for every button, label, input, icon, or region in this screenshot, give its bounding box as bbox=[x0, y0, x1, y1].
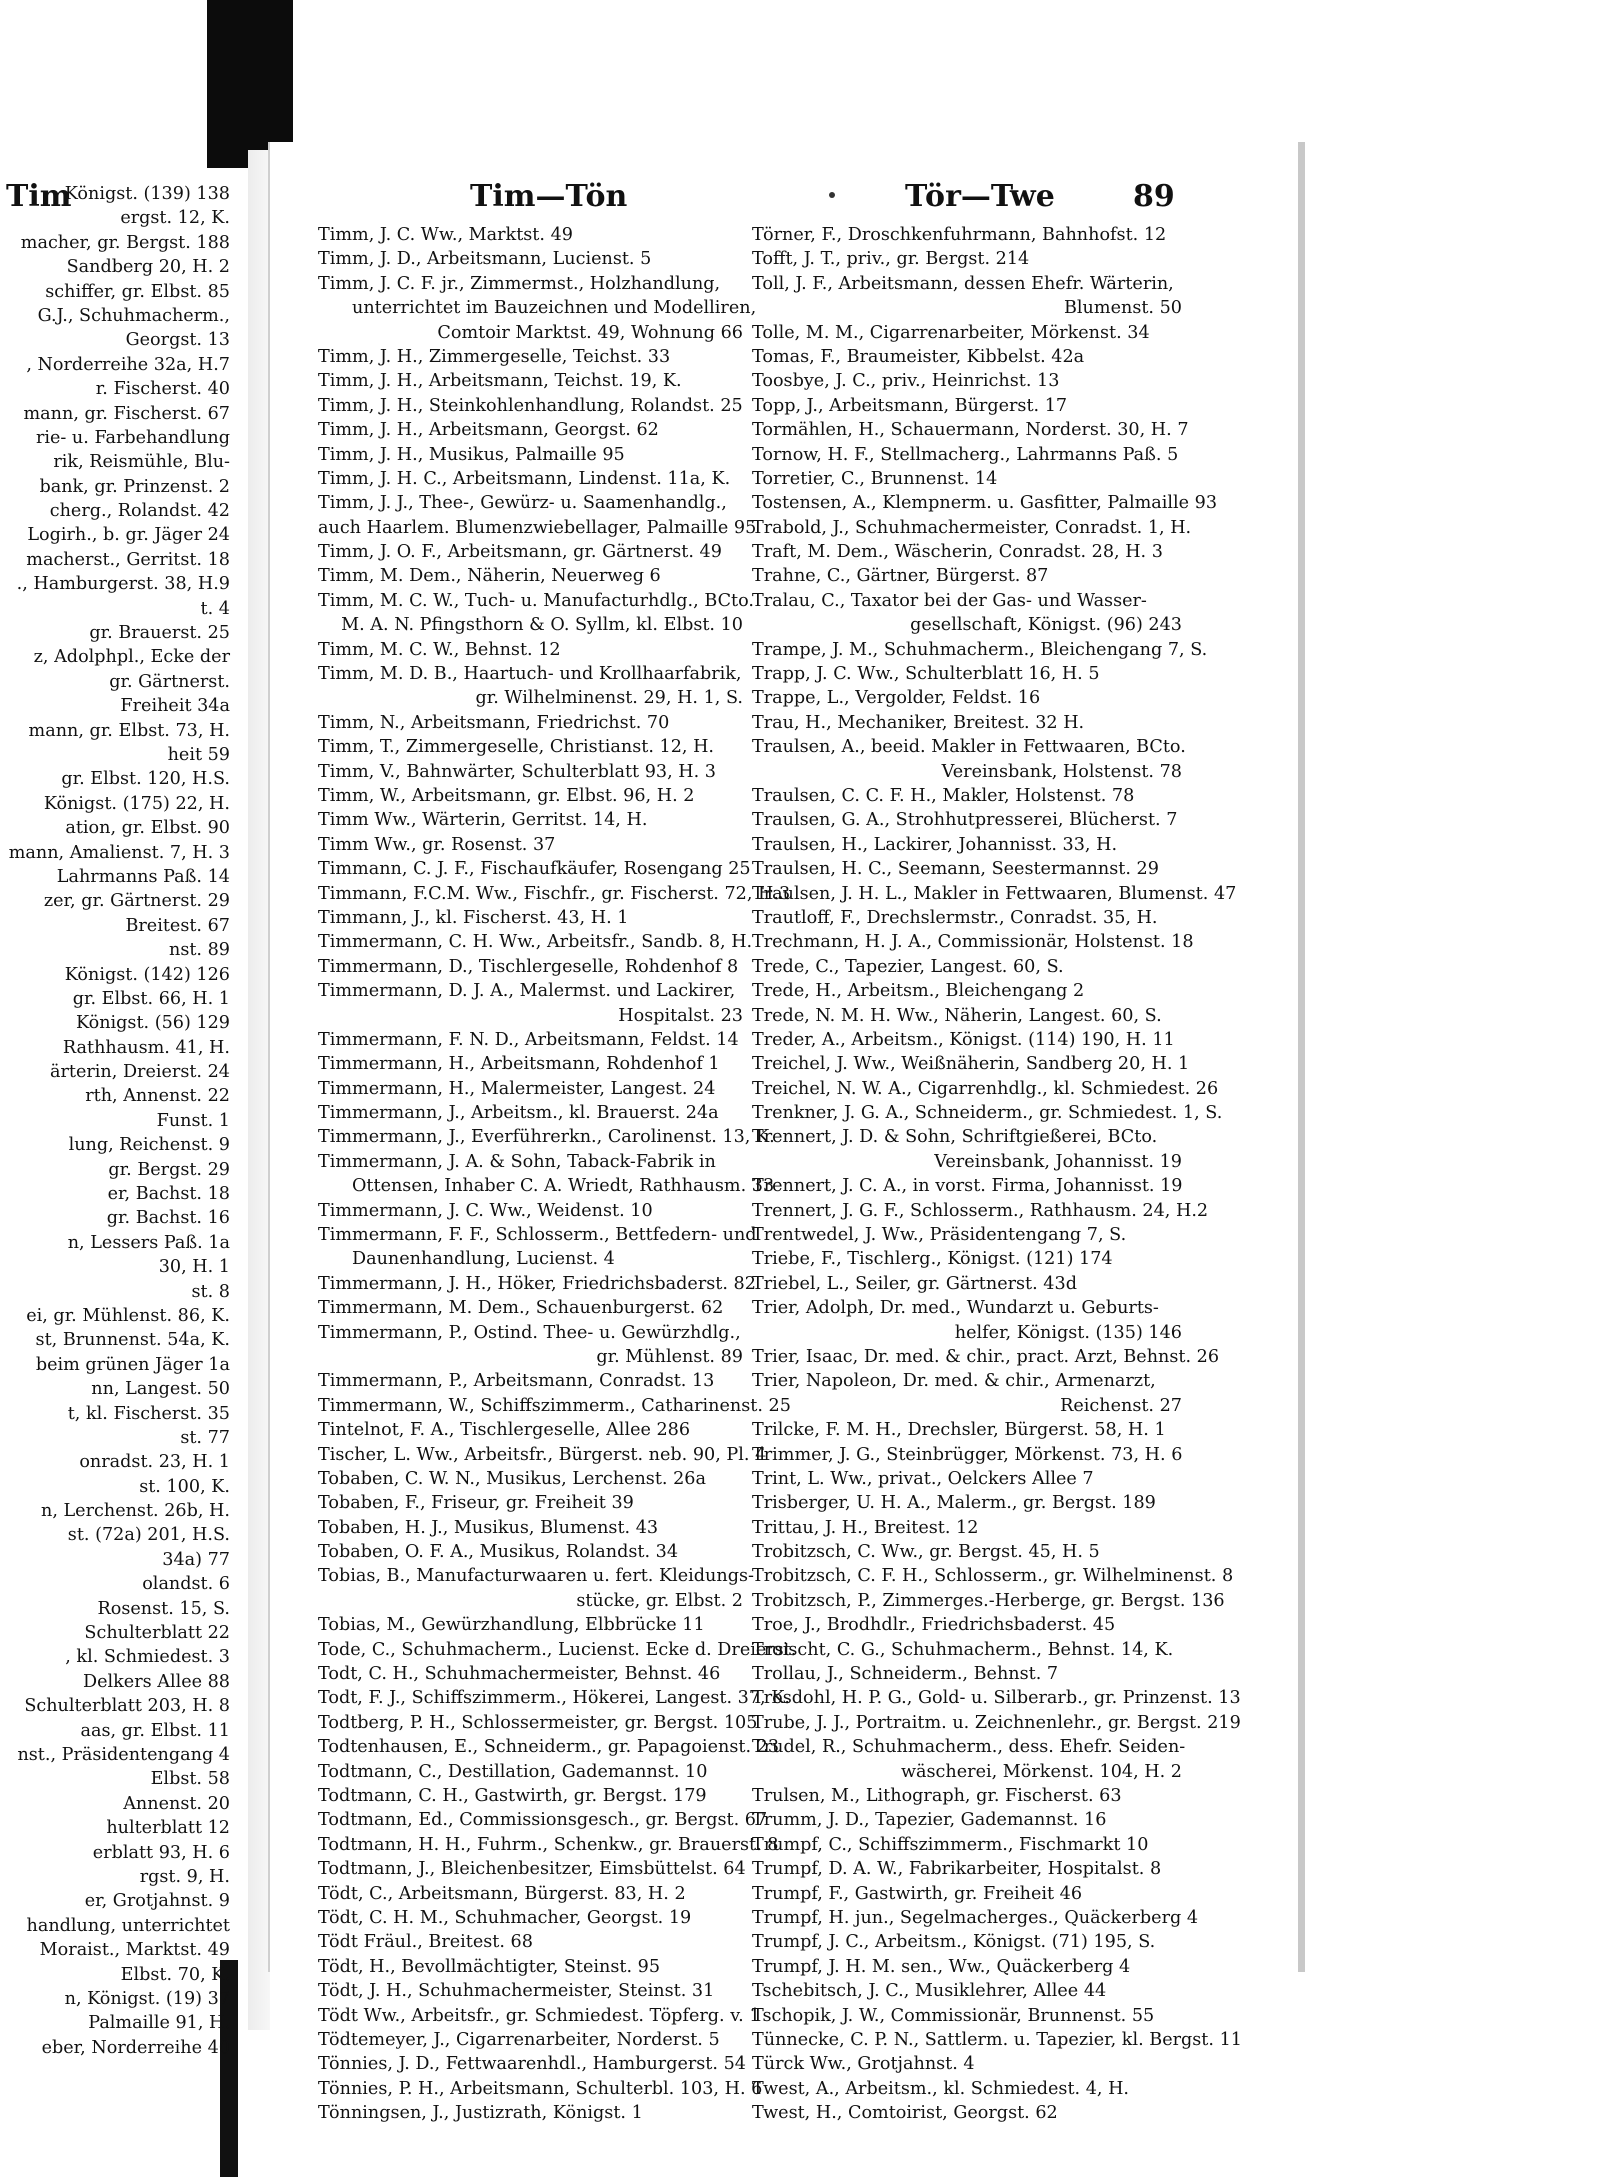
fragment-line: gr. Elbst. 120, H.S. bbox=[61, 769, 230, 790]
directory-entry: Trennert, J. G. F., Schlosserm., Rathhausm. 24, H.2 bbox=[752, 1200, 1209, 1221]
directory-entry: Tschopik, J. W., Commissionär, Brunnenst. 55 bbox=[752, 2005, 1155, 2026]
directory-entry: Törner, F., Droschkenfuhrmann, Bahnhofst. 12 bbox=[752, 225, 1167, 245]
directory-entry: Timmermann, D. J. A., Malermst. und Lackirer, bbox=[318, 981, 736, 1002]
directory-entry: Timm, V., Bahnwärter, Schulterblatt 93, H. 3 bbox=[318, 761, 716, 782]
directory-entry: Trier, Napoleon, Dr. med. & chir., Armenarzt, bbox=[752, 1371, 1156, 1392]
directory-entry: Timm, M. D. B., Haartuch- und Krollhaarfabrik, bbox=[318, 664, 742, 685]
page-gutter bbox=[248, 150, 270, 2030]
fragment-line: heit 59 bbox=[167, 744, 230, 765]
directory-entry: Triebe, F., Tischlerg., Königst. (121) 174 bbox=[752, 1249, 1113, 1270]
directory-entry: Toosbye, J. C., priv., Heinrichst. 13 bbox=[752, 371, 1060, 392]
fragment-line: rgst. 9, H. bbox=[139, 1866, 230, 1887]
directory-entry: Traulsen, H., Lackirer, Johannisst. 33, H. bbox=[752, 834, 1118, 855]
fragment-line: macherst., Gerritst. 18 bbox=[26, 549, 230, 570]
directory-column-2 bbox=[752, 223, 1242, 2125]
page-number: 89 bbox=[1133, 179, 1175, 214]
directory-entry: Timm, J. C. Ww., Marktst. 49 bbox=[318, 225, 573, 245]
directory-entry: Tönnies, P. H., Arbeitsmann, Schulterbl. 103, H. 6 bbox=[318, 2078, 763, 2099]
directory-entry: Trisberger, U. H. A., Malerm., gr. Bergst. 189 bbox=[752, 1493, 1156, 1514]
directory-entry: Ottensen, Inhaber C. A. Wriedt, Rathhausm. 33 bbox=[352, 1176, 775, 1197]
directory-entry: Treder, A., Arbeitsm., Königst. (114) 190, H. 11 bbox=[752, 1029, 1175, 1050]
directory-entry: Trenkner, J. G. A., Schneiderm., gr. Schmiedest. 1, S. bbox=[752, 1103, 1223, 1124]
fragment-line: Funst. 1 bbox=[156, 1110, 230, 1131]
directory-entry: Tobaben, O. F. A., Musikus, Rolandst. 34 bbox=[318, 1542, 679, 1563]
fragment-line: Palmaille 91, H. bbox=[88, 2013, 230, 2034]
directory-entry: Timm, J. H., Musikus, Palmaille 95 bbox=[318, 444, 625, 465]
directory-entry: Tünnecke, C. P. N., Sattlerm. u. Tapezier, kl. Bergst. 11 bbox=[752, 2029, 1242, 2050]
directory-entry: Türck Ww., Grotjahnst. 4 bbox=[752, 2054, 975, 2075]
fragment-line: gr. Bachst. 16 bbox=[106, 1208, 230, 1229]
directory-entry: Trimmer, J. G., Steinbrügger, Mörkenst. 73, H. 6 bbox=[752, 1444, 1183, 1465]
directory-entry: Trint, L. Ww., privat., Oelckers Allee 7 bbox=[752, 1468, 1094, 1489]
directory-entry: Timm, J. O. F., Arbeitsmann, gr. Gärtnerst. 49 bbox=[318, 542, 722, 563]
directory-entry: Tobaben, C. W. N., Musikus, Lerchenst. 26a bbox=[318, 1468, 706, 1489]
directory-entry: Timmermann, F. F., Schlosserm., Bettfedern- und bbox=[318, 1225, 757, 1246]
directory-entry: Troischt, C. G., Schuhmacherm., Behnst. 14, K. bbox=[752, 1639, 1174, 1660]
directory-entry: Blumenst. 50 bbox=[1064, 298, 1182, 319]
fragment-line: rik, Reismühle, Blu- bbox=[53, 452, 230, 473]
fragment-line: , kl. Schmiedest. 3 bbox=[65, 1647, 230, 1668]
directory-entry: Trapp, J. C. Ww., Schulterblatt 16, H. 5 bbox=[752, 664, 1100, 685]
directory-entry: Tödtemeyer, J., Cigarrenarbeiter, Norderst. 5 bbox=[318, 2029, 720, 2050]
directory-entry: Vereinsbank, Johannisst. 19 bbox=[934, 1151, 1182, 1172]
fragment-line: handlung, unterrichtet bbox=[26, 1915, 230, 1936]
fragment-line: st, Brunnenst. 54a, K. bbox=[35, 1330, 230, 1351]
directory-entry: Timm Ww., gr. Rosenst. 37 bbox=[318, 834, 556, 855]
directory-entry: Trobitzsch, P., Zimmerges.-Herberge, gr. Bergst. 136 bbox=[752, 1590, 1225, 1611]
fragment-line: n, Lerchenst. 26b, H. bbox=[40, 1501, 230, 1522]
directory-entry: Timmermann, P., Ostind. Thee- u. Gewürzhdlg., bbox=[318, 1322, 741, 1343]
directory-entry: Traulsen, H. C., Seemann, Seestermannst. 29 bbox=[752, 859, 1159, 880]
directory-entry: Trumpf, F., Gastwirth, gr. Freiheit 46 bbox=[752, 1883, 1083, 1904]
directory-entry: Trilcke, F. M. H., Drechsler, Bürgerst. 58, H. 1 bbox=[752, 1420, 1166, 1441]
directory-entry: Tomas, F., Braumeister, Kibbelst. 42a bbox=[752, 346, 1085, 367]
fragment-line: gr. Gärtnerst. bbox=[109, 671, 230, 692]
fragment-line: Annenst. 20 bbox=[123, 1793, 230, 1814]
fragment-line: Elbst. 70, K. bbox=[120, 1964, 230, 1985]
directory-entry: Timm, J. H., Arbeitsmann, Georgst. 62 bbox=[318, 420, 659, 441]
directory-entry: Torretier, C., Brunnenst. 14 bbox=[752, 468, 998, 489]
fragment-line: nst. 89 bbox=[168, 940, 230, 961]
fragment-line: nst., Präsidentengang 4 bbox=[17, 1745, 230, 1765]
fragment-line: t, kl. Fischerst. 35 bbox=[67, 1403, 230, 1424]
directory-entry: Timmermann, C. H. Ww., Arbeitsfr., Sandb. 8, H. bbox=[318, 932, 753, 953]
fragment-line: G.J., Schuhmacherm., bbox=[37, 305, 230, 326]
directory-entry: Traulsen, A., beeid. Makler in Fettwaaren, BCto. bbox=[752, 737, 1186, 758]
left-page-fragment bbox=[0, 182, 230, 2060]
directory-entry: Troe, J., Brodhdlr., Friedrichsbaderst. 45 bbox=[752, 1615, 1116, 1636]
directory-entry: Tralau, C., Taxator bei der Gas- und Wasser- bbox=[752, 590, 1147, 611]
directory-entry: Trier, Isaac, Dr. med. & chir., pract. Arzt, Behnst. 26 bbox=[752, 1346, 1220, 1367]
directory-entry: Tödt, H., Bevollmächtigter, Steinst. 95 bbox=[318, 1956, 661, 1977]
fragment-line: Delkers Allee 88 bbox=[82, 1671, 230, 1692]
fragment-line: ., Hamburgerst. 38, H.9 bbox=[16, 574, 230, 595]
directory-entry: Tödt Fräul., Breitest. 68 bbox=[318, 1932, 533, 1953]
fragment-line: lung, Reichenst. 9 bbox=[68, 1135, 230, 1156]
fragment-line: hulterblatt 12 bbox=[106, 1818, 230, 1839]
fragment-line: mann, gr. Elbst. 73, H. bbox=[28, 720, 230, 741]
directory-entry: auch Haarlem. Blumenzwiebellager, Palmaille 95 bbox=[318, 517, 757, 538]
fragment-line: r. Fischerst. 40 bbox=[95, 379, 230, 400]
directory-entry: Todtmann, C. H., Gastwirth, gr. Bergst. 179 bbox=[318, 1786, 707, 1806]
fragment-line: Georgst. 13 bbox=[125, 330, 230, 351]
directory-entry: Timm, M. Dem., Näherin, Neuerweg 6 bbox=[318, 566, 661, 587]
directory-entry: Timm, M. C. W., Behnst. 12 bbox=[318, 639, 561, 660]
directory-entry: Timmann, J., kl. Fischerst. 43, H. 1 bbox=[318, 907, 629, 928]
fragment-line: gr. Elbst. 66, H. 1 bbox=[72, 988, 230, 1009]
directory-entry: Tobaben, H. J., Musikus, Blumenst. 43 bbox=[318, 1517, 659, 1538]
directory-entry: Timm, W., Arbeitsmann, gr. Elbst. 96, H. 2 bbox=[318, 785, 695, 806]
directory-entry: Trobitzsch, C. F. H., Schlosserm., gr. Wilhelminenst. 8 bbox=[752, 1566, 1234, 1587]
fragment-line: Schulterblatt 22 bbox=[84, 1623, 230, 1644]
directory-entry: Timmermann, F. N. D., Arbeitsmann, Feldst. 14 bbox=[318, 1029, 739, 1050]
directory-entry: Todtmann, J., Bleichenbesitzer, Eimsbüttelst. 64 bbox=[318, 1859, 746, 1880]
directory-entry: Trumpf, H. jun., Segelmacherges., Quäckerberg 4 bbox=[752, 1907, 1199, 1928]
directory-entry: M. A. N. Pfingsthorn & O. Syllm, kl. Elbst. 10 bbox=[341, 615, 743, 636]
directory-entry: Trede, H., Arbeitsm., Bleichengang 2 bbox=[752, 981, 1085, 1002]
fragment-line: er, Grotjahnst. 9 bbox=[84, 1891, 230, 1912]
directory-entry: Timmann, F.C.M. Ww., Fischfr., gr. Fischerst. 72, H.3 bbox=[318, 883, 791, 904]
directory-entry: Trosdohl, H. P. G., Gold- u. Silberarb., gr. Prinzenst. 13 bbox=[752, 1688, 1241, 1709]
directory-entry: Todtmann, C., Destillation, Gademannst. 10 bbox=[318, 1761, 708, 1782]
directory-entry: Trennert, J. C. A., in vorst. Firma, Johannisst. 19 bbox=[752, 1176, 1183, 1197]
directory-entry: Toll, J. F., Arbeitsmann, dessen Ehefr. Wärterin, bbox=[752, 273, 1174, 294]
fragment-line: st. 100, K. bbox=[139, 1476, 230, 1497]
directory-entry: Tönnies, J. D., Fettwaarenhdl., Hamburgerst. 54 bbox=[318, 2054, 746, 2075]
directory-entry: stücke, gr. Elbst. 2 bbox=[576, 1590, 743, 1611]
directory-entry: Tschebitsch, J. C., Musiklehrer, Allee 44 bbox=[752, 1981, 1107, 2002]
directory-entry: Trappe, L., Vergolder, Feldst. 16 bbox=[752, 688, 1041, 709]
fragment-line: Elbst. 58 bbox=[150, 1769, 230, 1790]
directory-entry: Trau, H., Mechaniker, Breitest. 32 H. bbox=[752, 712, 1085, 733]
directory-entry: Timm, T., Zimmergeselle, Christianst. 12, H. bbox=[318, 737, 715, 758]
directory-entry: Trechmann, H. J. A., Commissionär, Holstenst. 18 bbox=[752, 932, 1194, 953]
printer-dot bbox=[829, 192, 835, 198]
fragment-line: 30, H. 1 bbox=[158, 1257, 230, 1278]
directory-entry: Timm Ww., Wärterin, Gerritst. 14, H. bbox=[318, 810, 648, 831]
directory-entry: Timm, J. C. F. jr., Zimmermst., Holzhandlung, bbox=[318, 273, 721, 294]
fragment-line: mann, Amalienst. 7, H. 3 bbox=[8, 842, 230, 863]
fragment-line: Königst. (175) 22, H. bbox=[43, 793, 230, 814]
directory-entry: Tönningsen, J., Justizrath, Königst. 1 bbox=[318, 2103, 643, 2124]
fragment-line: Rathhausm. 41, H. bbox=[62, 1037, 230, 1058]
directory-entry: Trumpf, J. C., Arbeitsm., Königst. (71) 195, S. bbox=[752, 1932, 1156, 1953]
directory-entry: Timm, J. H. C., Arbeitsmann, Lindenst. 11a, K. bbox=[318, 468, 731, 489]
fragment-line: Logirh., b. gr. Jäger 24 bbox=[27, 525, 230, 546]
fragment-line: er, Bachst. 18 bbox=[107, 1184, 230, 1205]
directory-entry: Timm, J. D., Arbeitsmann, Lucienst. 5 bbox=[318, 249, 652, 270]
directory-entry: Timmermann, M. Dem., Schauenburgerst. 62 bbox=[318, 1298, 724, 1319]
directory-entry: Trudel, R., Schuhmacherm., dess. Ehefr. Seiden- bbox=[752, 1737, 1186, 1758]
directory-entry: Trabold, J., Schuhmachermeister, Conradst. 1, H. bbox=[752, 517, 1192, 538]
directory-entry: Timm, N., Arbeitsmann, Friedrichst. 70 bbox=[318, 712, 670, 733]
directory-entry: Twest, H., Comtoirist, Georgst. 62 bbox=[752, 2103, 1058, 2124]
directory-entry: Timmermann, H., Malermeister, Langest. 24 bbox=[318, 1078, 716, 1099]
directory-entry: Todt, F. J., Schiffszimmerm., Hökerei, Langest. 37, K. bbox=[318, 1688, 790, 1709]
fragment-line: rth, Annenst. 22 bbox=[85, 1086, 230, 1107]
page-header-right: Tör—Twe bbox=[905, 179, 1055, 214]
directory-entry: Tode, C., Schuhmacherm., Lucienst. Ecke d. Dreierst. bbox=[318, 1639, 797, 1660]
left-page-header-fragment: Tim bbox=[6, 179, 72, 214]
directory-entry: Vereinsbank, Holstenst. 78 bbox=[941, 761, 1182, 782]
directory-entry: gr. Wilhelminenst. 29, H. 1, S. bbox=[475, 688, 743, 709]
directory-entry: Trulsen, M., Lithograph, gr. Fischerst. 63 bbox=[752, 1786, 1122, 1806]
fragment-line: rie- u. Farbehandlung bbox=[35, 427, 230, 448]
directory-entry: Timm, J. H., Steinkohlenhandlung, Rolandst. 25 bbox=[318, 395, 743, 416]
directory-entry: Todtmann, Ed., Commissionsgesch., gr. Bergst. 67 bbox=[318, 1810, 768, 1831]
fragment-line: cherg., Rolandst. 42 bbox=[49, 501, 230, 522]
directory-entry: Reichenst. 27 bbox=[1060, 1395, 1182, 1416]
directory-entry: Tödt, J. H., Schuhmachermeister, Steinst. 31 bbox=[318, 1981, 715, 2002]
directory-entry: Trube, J. J., Portraitm. u. Zeichnenlehr., gr. Bergst. 219 bbox=[752, 1712, 1241, 1733]
fragment-line: Rosenst. 15, S. bbox=[97, 1598, 230, 1619]
fragment-line: schiffer, gr. Elbst. 85 bbox=[45, 281, 230, 302]
directory-entry: gesellschaft, Königst. (96) 243 bbox=[910, 615, 1182, 636]
directory-entry: Timmann, C. J. F., Fischaufkäufer, Rosengang 25 bbox=[318, 859, 751, 880]
directory-entry: Trede, C., Tapezier, Langest. 60, S. bbox=[752, 956, 1064, 977]
directory-entry: Trumm, J. D., Tapezier, Gademannst. 16 bbox=[752, 1810, 1107, 1831]
directory-entry: Treichel, J. Ww., Weißnäherin, Sandberg 20, H. 1 bbox=[752, 1054, 1190, 1075]
directory-entry: Trautloff, F., Drechslermstr., Conradst. 35, H. bbox=[752, 907, 1158, 928]
fragment-line: z, Adolphpl., Ecke der bbox=[33, 647, 230, 668]
fragment-line: n, Königst. (19) 37 bbox=[64, 1988, 230, 2009]
directory-entry: Daunenhandlung, Lucienst. 4 bbox=[352, 1249, 615, 1270]
directory-entry: Hospitalst. 23 bbox=[618, 1005, 743, 1026]
fragment-line: bank, gr. Prinzenst. 2 bbox=[39, 476, 230, 497]
fragment-line: gr. Bergst. 29 bbox=[108, 1159, 230, 1180]
directory-entry: Timmermann, J. C. Ww., Weidenst. 10 bbox=[318, 1200, 653, 1221]
directory-entry: Trentwedel, J. Ww., Präsidentengang 7, S. bbox=[752, 1225, 1127, 1246]
fragment-line: olandst. 6 bbox=[142, 1574, 230, 1595]
directory-entry: Tischer, L. Ww., Arbeitsfr., Bürgerst. neb. 90, Pl. 4 bbox=[318, 1444, 767, 1465]
fragment-line: 34a) 77 bbox=[162, 1549, 230, 1570]
directory-entry: Traulsen, J. H. L., Makler in Fettwaaren, Blumenst. 47 bbox=[752, 883, 1237, 904]
fragment-line: erblatt 93, H. 6 bbox=[92, 1842, 230, 1863]
directory-entry: Traulsen, G. A., Strohhutpresserei, Blücherst. 7 bbox=[752, 810, 1178, 831]
directory-entry: Trahne, C., Gärtner, Bürgerst. 87 bbox=[752, 566, 1049, 587]
fragment-line: Königst. (139) 138 bbox=[64, 184, 230, 204]
directory-entry: Trier, Adolph, Dr. med., Wundarzt u. Geburts- bbox=[752, 1298, 1159, 1319]
directory-entry: Timm, J. H., Arbeitsmann, Teichst. 19, K. bbox=[318, 371, 682, 392]
fragment-line: ation, gr. Elbst. 90 bbox=[65, 818, 230, 839]
directory-entry: Trennert, J. D. & Sohn, Schriftgießerei, BCto. bbox=[752, 1127, 1158, 1148]
fragment-line: nn, Langest. 50 bbox=[91, 1379, 230, 1400]
directory-entry: Tödt, C., Arbeitsmann, Bürgerst. 83, H. 2 bbox=[318, 1883, 686, 1904]
directory-entry: Tobias, B., Manufacturwaaren u. fert. Kleidungs- bbox=[318, 1566, 754, 1587]
directory-entry: Trampe, J. M., Schuhmacherm., Bleichengang 7, S. bbox=[752, 639, 1208, 660]
directory-entry: Tintelnot, F. A., Tischlergeselle, Allee 286 bbox=[318, 1420, 691, 1441]
fragment-line: Freiheit 34a bbox=[120, 696, 230, 717]
directory-entry: Timmermann, J., Arbeitsm., kl. Brauerst. 24a bbox=[318, 1103, 719, 1124]
fragment-line: onradst. 23, H. 1 bbox=[79, 1452, 230, 1473]
fragment-line: ei, gr. Mühlenst. 86, K. bbox=[26, 1305, 230, 1326]
directory-entry: Timmermann, H., Arbeitsmann, Rohdenhof 1 bbox=[318, 1054, 720, 1075]
fragment-line: Königst. (142) 126 bbox=[64, 964, 230, 985]
page-header-center: Tim—Tön bbox=[470, 179, 628, 214]
directory-entry: Todt, C. H., Schuhmachermeister, Behnst. 46 bbox=[318, 1664, 721, 1685]
fragment-line: Lahrmanns Paß. 14 bbox=[56, 866, 230, 887]
fragment-line: st. (72a) 201, H.S. bbox=[67, 1525, 230, 1546]
directory-entry: Timmermann, D., Tischlergeselle, Rohdenhof 8 bbox=[318, 956, 739, 977]
directory-entry: Comtoir Marktst. 49, Wohnung 66 bbox=[437, 322, 743, 343]
directory-entry: Tolle, M. M., Cigarrenarbeiter, Mörkenst. 34 bbox=[752, 322, 1150, 343]
fragment-line: Breitest. 67 bbox=[125, 915, 230, 936]
directory-entry: Tostensen, A., Klempnerm. u. Gasfitter, Palmaille 93 bbox=[752, 493, 1218, 514]
fragment-line: zer, gr. Gärtnerst. 29 bbox=[43, 891, 230, 912]
directory-entry: Timm, M. C. W., Tuch- u. Manufacturhdlg., BCto. bbox=[318, 590, 754, 611]
directory-entry: helfer, Königst. (135) 146 bbox=[954, 1322, 1182, 1343]
directory-entry: Timm, J. J., Thee-, Gewürz- u. Saamenhandlg., bbox=[318, 493, 727, 514]
directory-entry: Tofft, J. T., priv., gr. Bergst. 214 bbox=[752, 249, 1030, 270]
directory-entry: Trumpf, D. A. W., Fabrikarbeiter, Hospitalst. 8 bbox=[752, 1859, 1162, 1880]
fragment-line: t. 4 bbox=[200, 598, 230, 619]
directory-entry: Trede, N. M. H. Ww., Näherin, Langest. 60, S. bbox=[752, 1005, 1162, 1026]
fragment-line: Sandberg 20, H. 2 bbox=[66, 257, 230, 278]
directory-entry: Timmermann, P., Arbeitsmann, Conradst. 13 bbox=[318, 1371, 715, 1392]
fragment-line: macher, gr. Bergst. 188 bbox=[20, 232, 230, 253]
directory-entry: Tödt Ww., Arbeitsfr., gr. Schmiedest. Töpferg. v. 1 bbox=[318, 2005, 761, 2026]
directory-entry: Tobias, M., Gewürzhandlung, Elbbrücke 11 bbox=[318, 1615, 705, 1636]
directory-entry: Tödt, C. H. M., Schuhmacher, Georgst. 19 bbox=[318, 1907, 692, 1928]
fragment-line: ärterin, Dreierst. 24 bbox=[50, 1062, 230, 1083]
directory-entry: Tornow, H. F., Stellmacherg., Lahrmanns Paß. 5 bbox=[752, 444, 1179, 465]
directory-entry: Treichel, N. W. A., Cigarrenhdlg., kl. Schmiedest. 26 bbox=[752, 1078, 1219, 1099]
directory-entry: Todtenhausen, E., Schneiderm., gr. Papagoienst. 23 bbox=[318, 1737, 780, 1758]
directory-entry: Trollau, J., Schneiderm., Behnst. 7 bbox=[752, 1664, 1059, 1685]
fragment-line: aas, gr. Elbst. 11 bbox=[80, 1720, 230, 1741]
fragment-line: beim grünen Jäger 1a bbox=[35, 1354, 230, 1375]
directory-entry: Topp, J., Arbeitsmann, Bürgerst. 17 bbox=[752, 395, 1068, 416]
fragment-line: mann, gr. Fischerst. 67 bbox=[23, 403, 230, 424]
fragment-line: Königst. (56) 129 bbox=[75, 1013, 230, 1034]
directory-entry: wäscherei, Mörkenst. 104, H. 2 bbox=[900, 1761, 1182, 1782]
directory-entry: Traulsen, C. C. F. H., Makler, Holstenst. 78 bbox=[752, 785, 1135, 806]
directory-entry: Todtberg, P. H., Schlossermeister, gr. Bergst. 105 bbox=[318, 1712, 758, 1733]
directory-entry: gr. Mühlenst. 89 bbox=[596, 1346, 743, 1367]
directory-entry: Timm, J. H., Zimmergeselle, Teichst. 33 bbox=[318, 346, 671, 367]
directory-entry: Twest, A., Arbeitsm., kl. Schmiedest. 4, H. bbox=[752, 2078, 1130, 2099]
directory-entry: Trobitzsch, C. Ww., gr. Bergst. 45, H. 5 bbox=[752, 1542, 1100, 1563]
fragment-line: n, Lessers Paß. 1a bbox=[67, 1232, 230, 1253]
directory-entry: Trumpf, J. H. M. sen., Ww., Quäckerberg 4 bbox=[752, 1956, 1131, 1977]
directory-column-1 bbox=[318, 223, 797, 2125]
fragment-line: st. 77 bbox=[180, 1427, 230, 1448]
directory-entry: Traft, M. Dem., Wäscherin, Conradst. 28, H. 3 bbox=[752, 542, 1163, 563]
directory-entry: Todtmann, H. H., Fuhrm., Schenkw., gr. Brauerst. 8 bbox=[318, 1834, 779, 1855]
directory-entry: Trittau, J. H., Breitest. 12 bbox=[752, 1517, 979, 1538]
directory-entry: Timmermann, J. A. & Sohn, Taback-Fabrik in bbox=[318, 1151, 716, 1172]
directory-entry: Timmermann, J., Everführerkn., Carolinenst. 13, K. bbox=[318, 1127, 775, 1148]
fragment-line: st. 8 bbox=[191, 1281, 230, 1302]
directory-entry: unterrichtet im Bauzeichnen und Modelliren, bbox=[352, 298, 757, 319]
directory-entry: Timmermann, W., Schiffszimmerm., Catharinenst. 25 bbox=[318, 1395, 791, 1416]
fragment-line: gr. Brauerst. 25 bbox=[89, 623, 230, 644]
directory-entry: Triebel, L., Seiler, gr. Gärtnerst. 43d bbox=[752, 1273, 1077, 1294]
directory-entry: Trumpf, C., Schiffszimmerm., Fischmarkt 10 bbox=[752, 1834, 1149, 1855]
directory-entry: Tormählen, H., Schauermann, Norderst. 30, H. 7 bbox=[752, 420, 1189, 441]
directory-entry: Tobaben, F., Friseur, gr. Freiheit 39 bbox=[318, 1493, 634, 1514]
fragment-line: Schulterblatt 203, H. 8 bbox=[24, 1696, 230, 1717]
directory-entry: Timmermann, J. H., Höker, Friedrichsbaderst. 82 bbox=[318, 1273, 756, 1294]
fragment-line: ergst. 12, K. bbox=[120, 208, 230, 229]
fragment-line: , Norderreihe 32a, H.7 bbox=[26, 354, 230, 375]
fragment-line: eber, Norderreihe 40 bbox=[41, 2037, 230, 2058]
fragment-line: Moraist., Marktst. 49 bbox=[39, 1940, 230, 1961]
